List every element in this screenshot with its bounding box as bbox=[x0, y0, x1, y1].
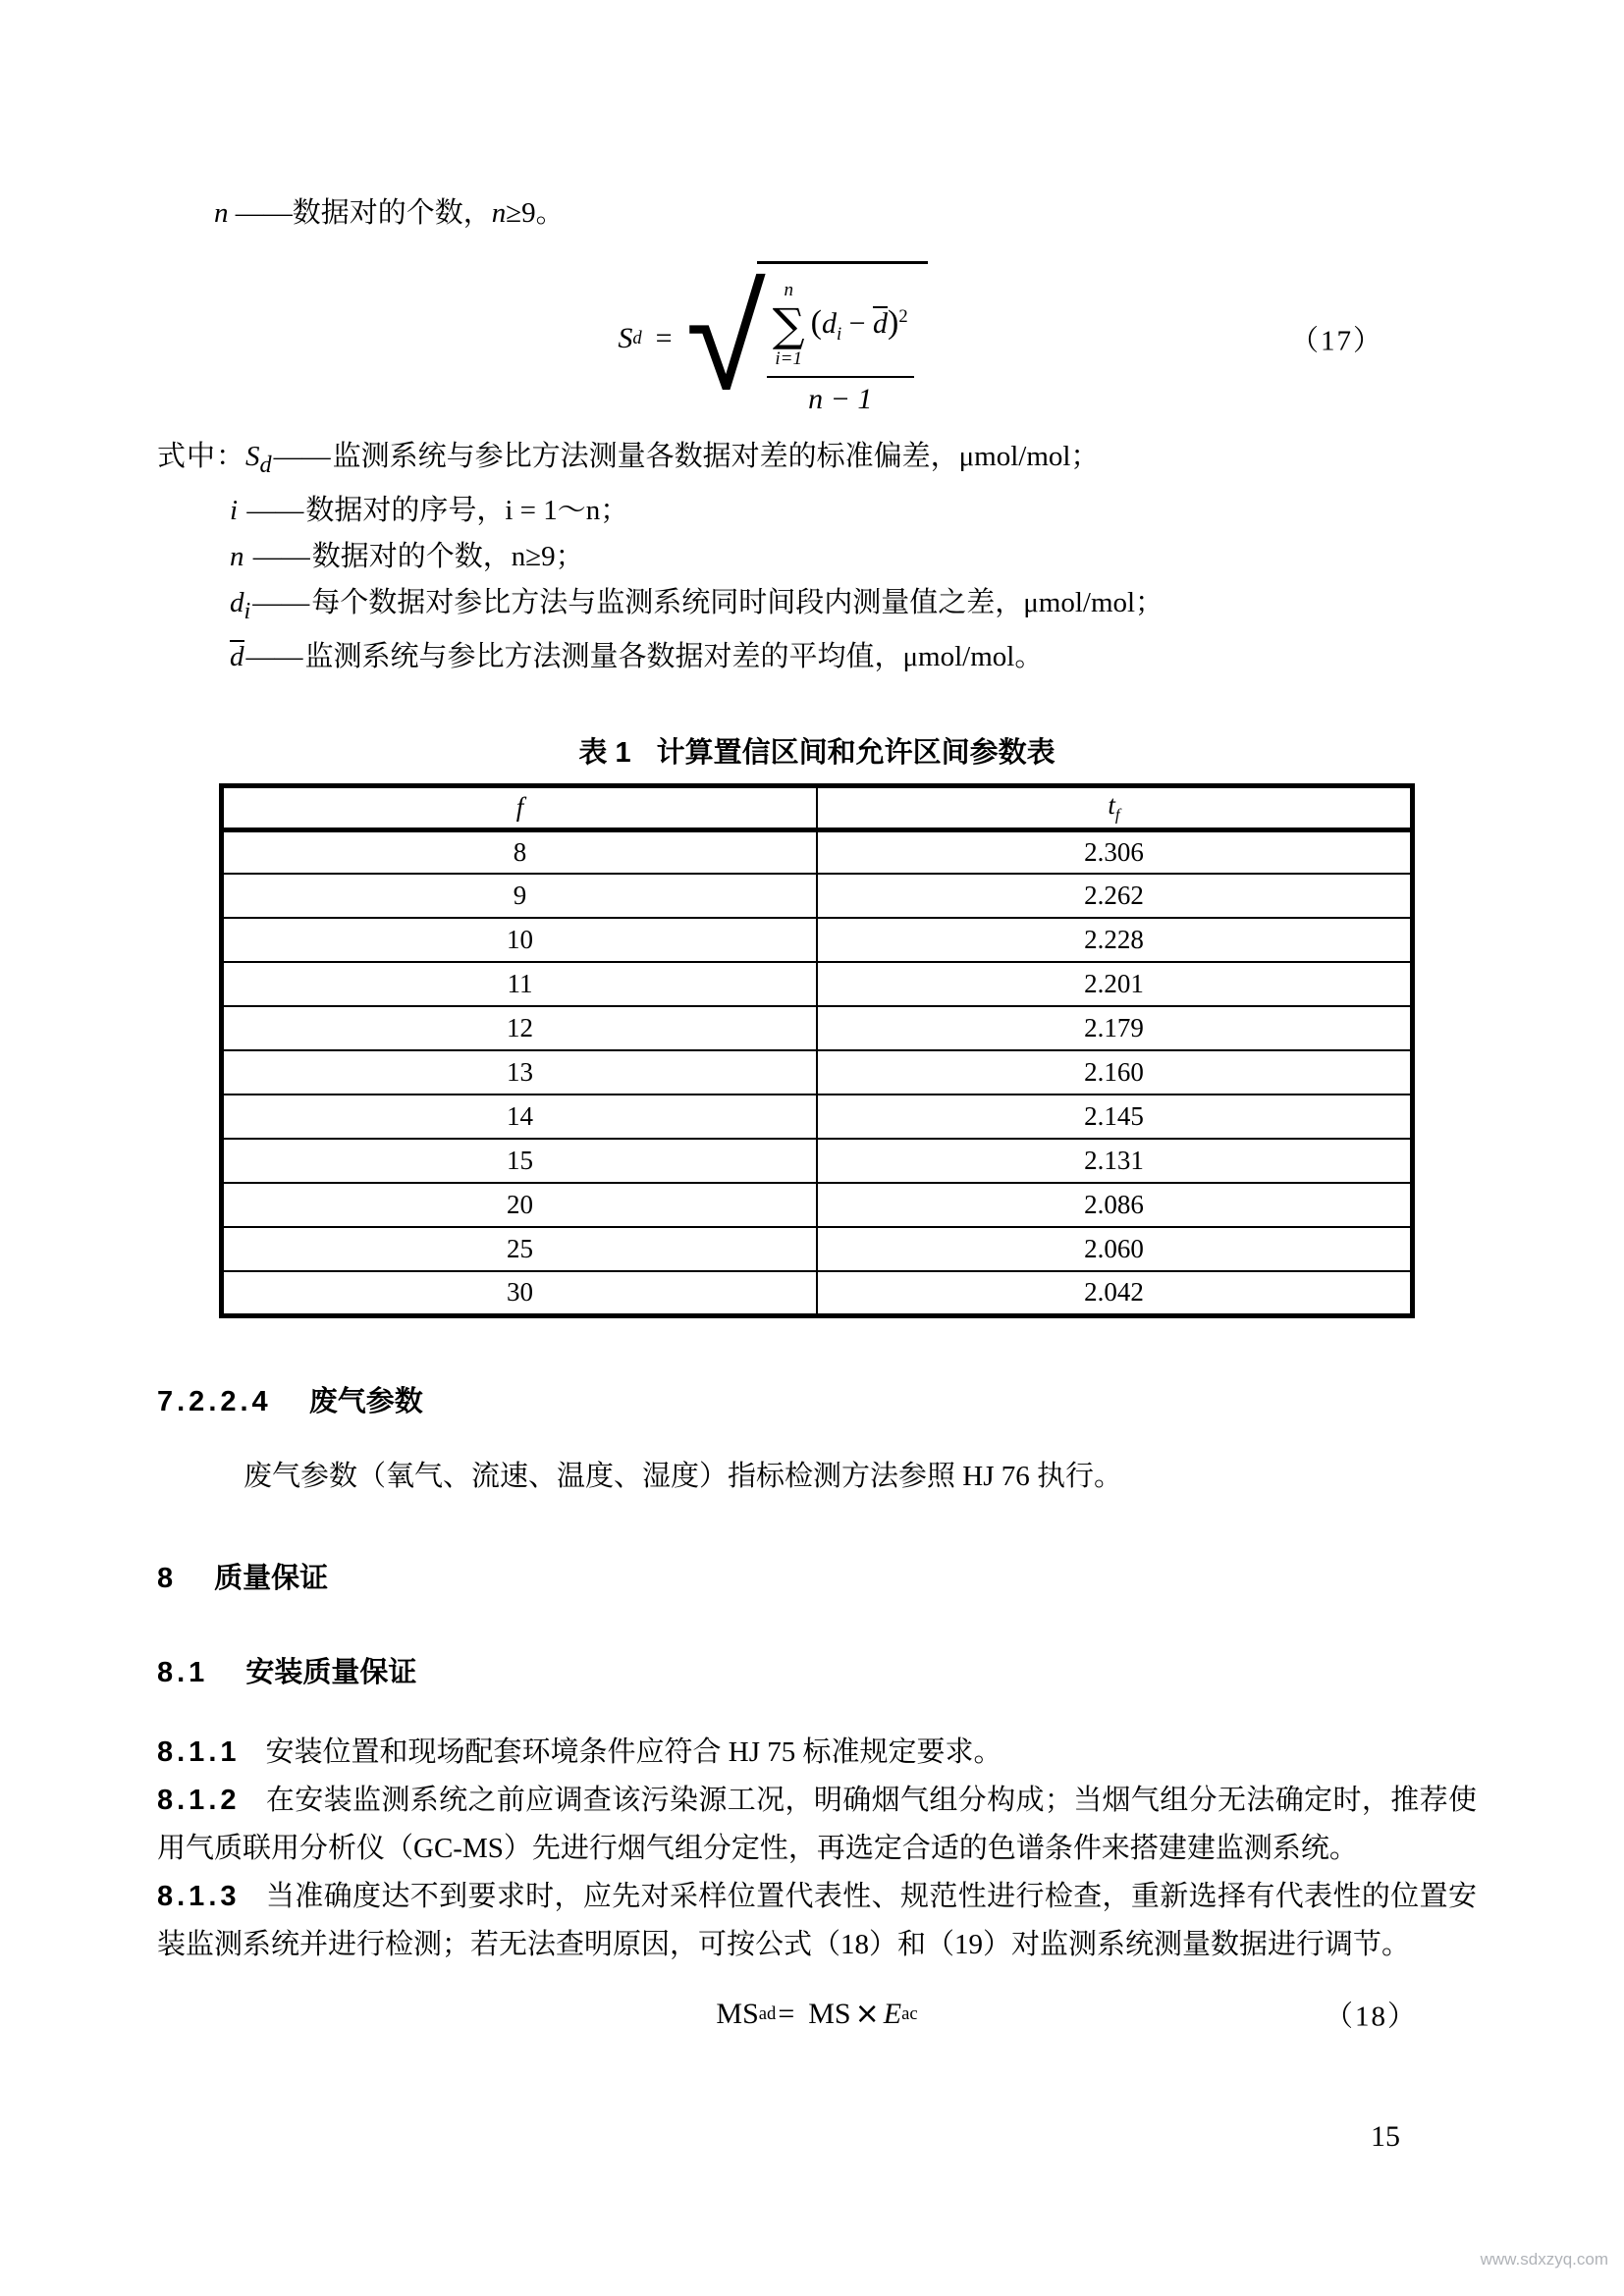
col-header-tf: $t_f$ bbox=[817, 785, 1413, 829]
clause-8-1-3: 8.1.3 当准确度达不到要求时，应先对采样位置代表性、规范性进行检查，重新选择有代表性的位置安装监测系统并进行检测；若无法查明原因，可按公式（18）和（19）对监测系统测量数据进行调节。 bbox=[157, 1880, 1477, 1960]
cell-tf: 2.086 bbox=[817, 1183, 1413, 1227]
equation-17 bbox=[157, 245, 1477, 432]
cell-f: 11 bbox=[222, 962, 818, 1006]
cell-tf: 2.060 bbox=[817, 1227, 1413, 1271]
var-symbol: n bbox=[214, 197, 229, 229]
summation-lower-limit: i=1 bbox=[775, 347, 802, 369]
col-header-f: f bbox=[222, 785, 818, 829]
radical bbox=[685, 253, 928, 423]
d-bar-symbol: d bbox=[230, 640, 244, 672]
cell-f: 12 bbox=[222, 1006, 818, 1050]
summation bbox=[773, 281, 805, 369]
fraction-denominator: n − 1 bbox=[808, 382, 873, 415]
where-item: n ——数据对的个数，n≥9； bbox=[230, 540, 584, 572]
fraction bbox=[767, 281, 914, 415]
cell-tf: 2.306 bbox=[817, 829, 1413, 874]
sd-symbol: S bbox=[618, 321, 633, 354]
watermark: www.sdxzyq.com bbox=[1480, 2250, 1608, 2269]
cell-tf: 2.201 bbox=[817, 962, 1413, 1006]
table-row bbox=[222, 829, 1413, 874]
var-tail: ≥9。 bbox=[506, 197, 565, 229]
paragraph-7-2-2-4: 废气参数（氧气、流速、温度、湿度）指标检测方法参照 HJ 76 执行。 bbox=[244, 1460, 1122, 1492]
table-row bbox=[222, 1183, 1413, 1227]
table-row bbox=[222, 918, 1413, 962]
where-list bbox=[157, 434, 1477, 680]
equation-18-number: （18） bbox=[1324, 2001, 1418, 2033]
where-item: d——监测系统与参比方法测量各数据对差的平均值，μmol/mol。 bbox=[230, 640, 1044, 672]
where-item: $d_i——$每个数据对参比方法与监测系统同时间段内测量值之差，μmol/mol； bbox=[230, 586, 1164, 624]
cell-tf: 2.160 bbox=[817, 1050, 1413, 1095]
radicand bbox=[757, 261, 928, 415]
numerator-expression: $(d_i - d)^2$ bbox=[810, 304, 908, 346]
where-prefix: 式中： bbox=[157, 441, 246, 472]
equation-18 bbox=[157, 1983, 1477, 2046]
where-item: 式中：$S_d——$监测系统与参比方法测量各数据对差的标准偏差，μmol/mol； bbox=[157, 441, 1100, 478]
variable-definition-n bbox=[157, 194, 1477, 232]
page-number: 15 bbox=[1371, 2120, 1400, 2153]
section-heading-7-2-2-4: 7.2.2.4 废气参数 bbox=[157, 1385, 423, 1417]
cell-tf: 2.042 bbox=[817, 1271, 1413, 1315]
cell-tf: 2.131 bbox=[817, 1139, 1413, 1183]
summation-upper-limit: n bbox=[784, 280, 793, 301]
cell-f: 25 bbox=[222, 1227, 818, 1271]
table-header-row bbox=[222, 785, 1413, 829]
table-row bbox=[222, 1050, 1413, 1095]
cell-tf: 2.145 bbox=[817, 1095, 1413, 1139]
table-row bbox=[222, 1271, 1413, 1315]
equals-sign: = bbox=[655, 321, 673, 354]
formula-msad: MS ad = MS × E ac bbox=[716, 1997, 918, 2032]
formula-sd bbox=[618, 253, 927, 423]
cell-f: 20 bbox=[222, 1183, 818, 1227]
table-1 bbox=[219, 783, 1415, 1318]
section-heading-8: 8 质量保证 bbox=[157, 1562, 329, 1594]
table-row bbox=[222, 1095, 1413, 1139]
summation-sign: ∑ bbox=[772, 298, 805, 352]
clause-8-1-1: 8.1.1 安装位置和现场配套环境条件应符合 HJ 75 标准规定要求。 bbox=[157, 1735, 1002, 1768]
table-row bbox=[222, 1227, 1413, 1271]
cell-f: 15 bbox=[222, 1139, 818, 1183]
table-row bbox=[222, 1006, 1413, 1050]
cell-f: 30 bbox=[222, 1271, 818, 1315]
var-text: 数据对的个数， bbox=[292, 197, 492, 229]
dash: —— bbox=[235, 197, 293, 229]
cell-tf: 2.179 bbox=[817, 1006, 1413, 1050]
cell-f: 14 bbox=[222, 1095, 818, 1139]
d-bar: d bbox=[873, 307, 889, 341]
multiplication-sign: × bbox=[854, 1997, 880, 2032]
sd-subscript: d bbox=[632, 327, 642, 348]
where-item: i ——数据对的序号，i = 1～n； bbox=[230, 494, 629, 526]
table-1-title: 表 1 计算置信区间和允许区间参数表 bbox=[578, 736, 1056, 769]
clause-8-1-2: 8.1.2 在安装监测系统之前应调查该污染源工况，明确烟气组分构成；当烟气组分无法确定时，推荐使用气质联用分析仪（GC-MS）先进行烟气组分定性，再选定合适的色谱条件来搭建建监测系统。 bbox=[157, 1784, 1477, 1864]
radical-sign: √ bbox=[685, 253, 766, 423]
cell-f: 10 bbox=[222, 918, 818, 962]
cell-f: 9 bbox=[222, 874, 818, 918]
cell-f: 13 bbox=[222, 1050, 818, 1095]
equation-17-number: （17） bbox=[1289, 325, 1383, 357]
cell-f: 8 bbox=[222, 829, 818, 874]
cell-tf: 2.262 bbox=[817, 874, 1413, 918]
table-row bbox=[222, 1139, 1413, 1183]
var-symbol-2: n bbox=[491, 197, 507, 229]
section-heading-8-1: 8.1 安装质量保证 bbox=[157, 1656, 417, 1688]
table-row bbox=[222, 962, 1413, 1006]
table-row bbox=[222, 874, 1413, 918]
fraction-numerator bbox=[767, 281, 914, 377]
cell-tf: 2.228 bbox=[817, 918, 1413, 962]
